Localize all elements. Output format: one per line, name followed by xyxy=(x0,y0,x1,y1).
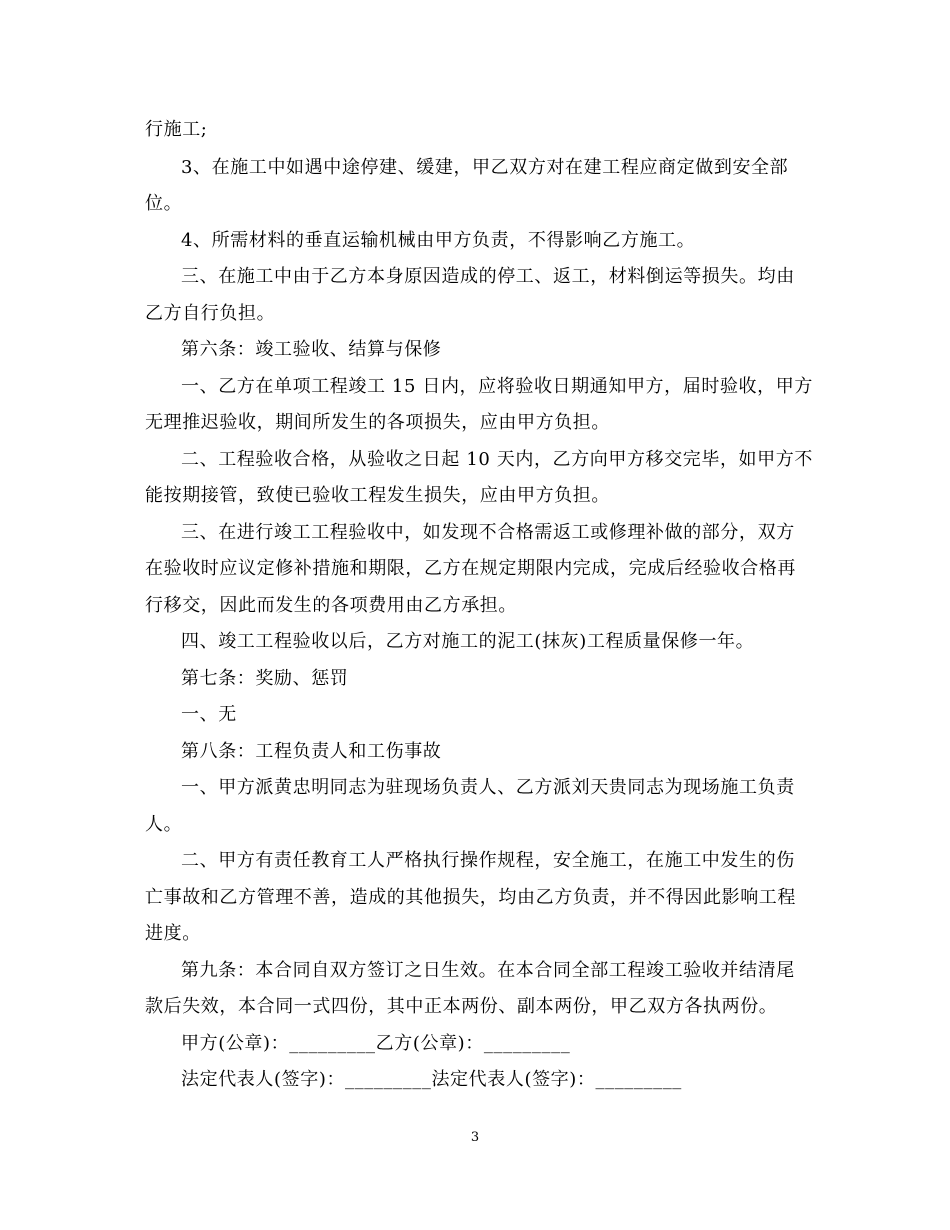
clause-paragraph: 四、竣工工程验收以后，乙方对施工的泥工(抹灰)工程质量保修一年。 xyxy=(181,631,755,652)
clause-item-3: 3、在施工中如遇中途停建、缓建，甲乙双方对在建工程应商定做到安全部 xyxy=(181,157,789,178)
clause-paragraph: 一、甲方派黄忠明同志为驻现场负责人、乙方派刘天贵同志为现场施工负责 xyxy=(181,777,795,798)
clause-paragraph: 一、无 xyxy=(181,704,237,725)
page-number: 3 xyxy=(470,1130,480,1145)
body-text-line: 行移交，因此而发生的各项费用由乙方承担。 xyxy=(145,595,517,616)
body-text-line: 位。 xyxy=(145,193,183,214)
clause-paragraph: 三、在施工中由于乙方本身原因造成的停工、返工，材料倒运等损失。均由 xyxy=(181,266,795,287)
clause-paragraph: 二、工程验收合格，从验收之日起 10 天内，乙方向甲方移交完毕，如甲方不 xyxy=(181,449,813,470)
body-text-line: 在验收时应议定修补措施和期限，乙方在规定期限内完成，完成后经验收合格再 xyxy=(145,558,796,579)
article-heading-9: 第九条：本合同自双方签订之日生效。在本合同全部工程竣工验收并结清尾 xyxy=(181,960,795,981)
article-heading-7: 第七条：奖励、惩罚 xyxy=(181,668,349,689)
clause-item-4: 4、所需材料的垂直运输机械由甲方负责，不得影响乙方施工。 xyxy=(181,230,696,251)
clause-paragraph: 二、甲方有责任教育工人严格执行操作规程，安全施工，在施工中发生的伤 xyxy=(181,850,795,871)
body-text-line: 进度。 xyxy=(145,923,201,944)
article-heading-8: 第八条：工程负责人和工伤事故 xyxy=(181,741,442,762)
body-text-line: 亡事故和乙方管理不善，造成的其他损失，均由乙方负责，并不得因此影响工程 xyxy=(145,887,796,908)
signature-line-seal: 甲方(公章)：_________乙方(公章)：_________ xyxy=(181,1033,571,1054)
body-text-line: 人。 xyxy=(145,814,183,835)
signature-line-representative: 法定代表人(签字)：_________法定代表人(签字)：_________ xyxy=(181,1069,682,1090)
body-text-line: 无理推迟验收，期间所发生的各项损失，应由甲方负担。 xyxy=(145,412,610,433)
body-text-line: 能按期接管，致使已验收工程发生损失，应由甲方负担。 xyxy=(145,485,610,506)
clause-paragraph: 三、在进行竣工工程验收中，如发现不合格需返工或修理补做的部分，双方 xyxy=(181,522,795,543)
body-text-line: 行施工; xyxy=(145,119,208,140)
body-text-line: 乙方自行负担。 xyxy=(145,303,276,324)
clause-paragraph: 一、乙方在单项工程竣工 15 日内，应将验收日期通知甲方，届时验收，甲方 xyxy=(181,376,813,397)
body-text-line: 款后失效，本合同一式四份，其中正本两份、副本两份，甲乙双方各执两份。 xyxy=(145,996,778,1017)
article-heading-6: 第六条：竣工验收、结算与保修 xyxy=(181,339,442,360)
